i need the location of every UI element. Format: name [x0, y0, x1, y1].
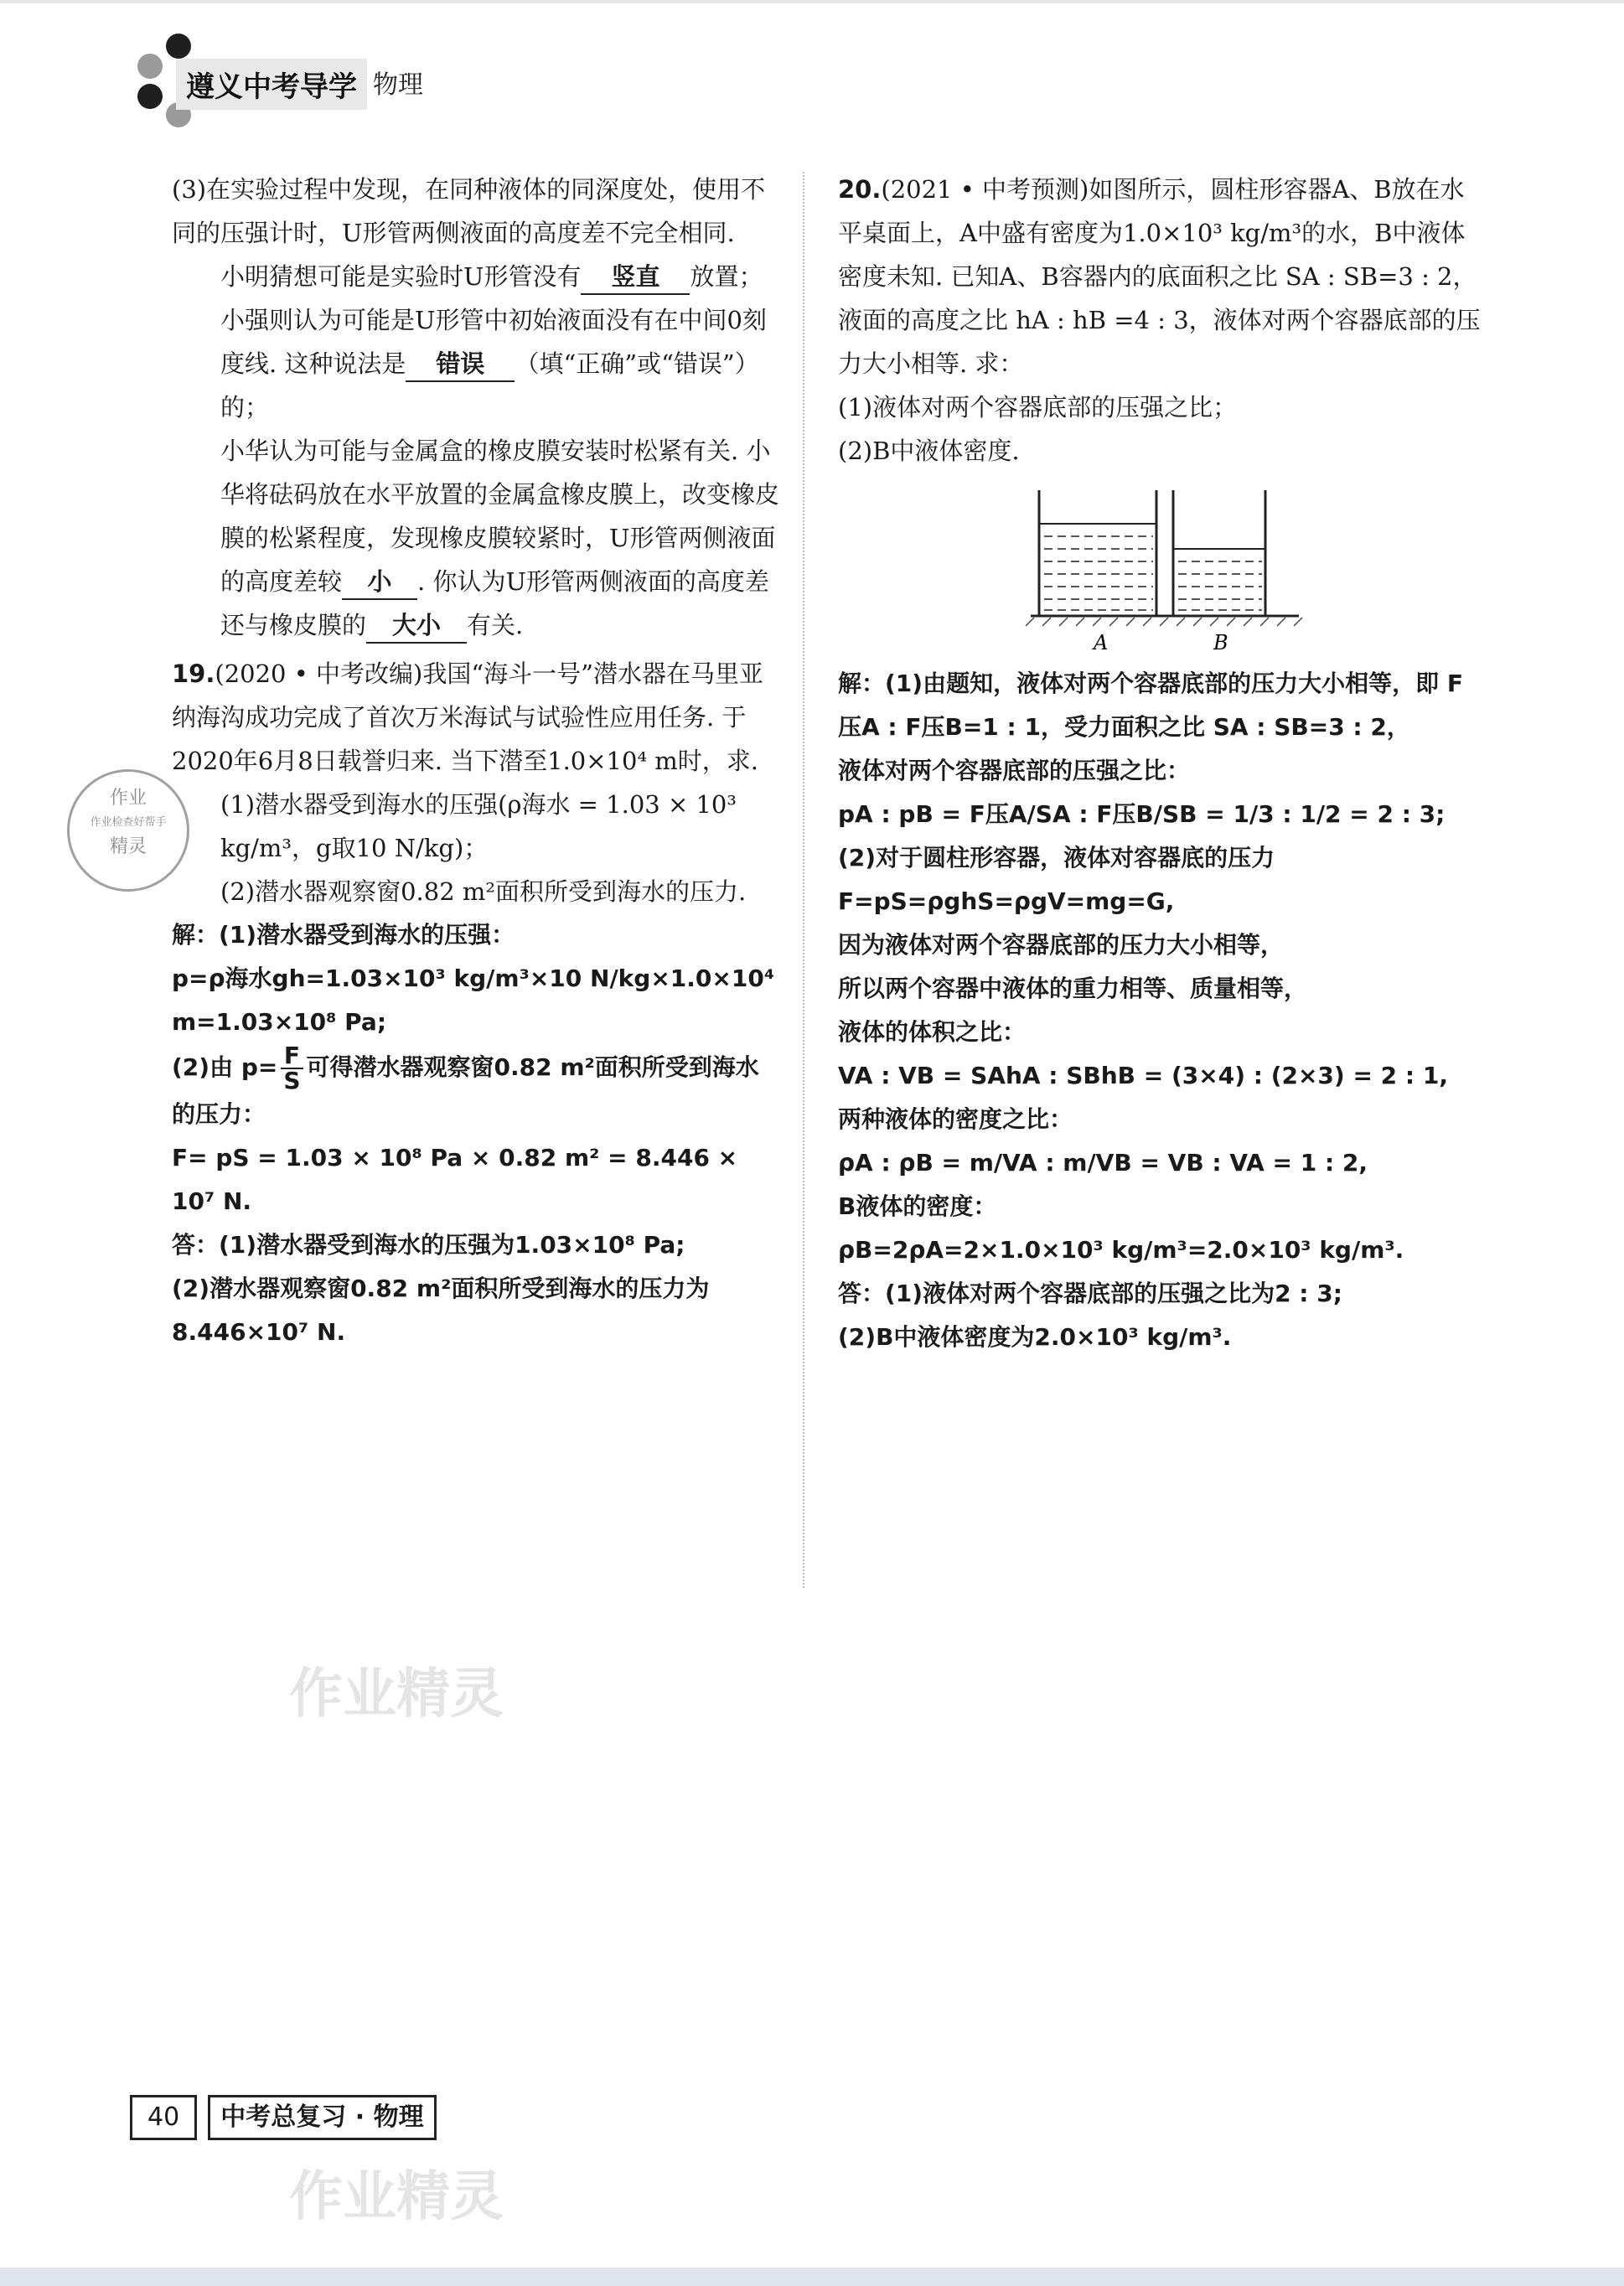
q20-solution-line: (2)对于圆柱形容器，液体对容器底的压力 [838, 844, 1275, 871]
answer-blank: 小 [342, 565, 417, 600]
answer-blank: 大小 [366, 608, 467, 644]
page-header [126, 34, 628, 126]
fraction: $\frac{F}{S}$ [281, 1044, 303, 1093]
q20-solution-line: ρA : ρB = m/VA : m/VB = VB : VA = 1 : 2, [838, 1149, 1368, 1177]
q19-sub2: (2)潜水器观察窗0.82 m²面积所受到海水的压力. [220, 877, 747, 906]
q19-answer-line: (2)潜水器观察窗0.82 m²面积所受到海水的压力为8.446×10⁷ N. [172, 1275, 710, 1346]
book-title: 中考总复习 · 物理 [208, 2095, 436, 2140]
q20-solution-line: 所以两个容器中液体的重力相等、质量相等， [838, 975, 1308, 1002]
watermark: 作业精灵 [289, 2166, 504, 2228]
q20-solution-line: 液体对两个容器底部的压强之比： [838, 757, 1191, 784]
q20-solution-line: 液体的体积之比： [838, 1018, 1027, 1046]
q20-solution-line: pA : pB = F压A/SA : F压B/SB = 1/3 : 1/2 = 2 : 3; [838, 800, 1446, 828]
q18-xiaoming: 小明猜想可能是实验时U形管没有 竖直 放置； [172, 255, 779, 298]
q20-sub2: (2)B中液体密度. [838, 437, 1020, 465]
label-b: B [1213, 631, 1228, 654]
q20-solution-line: VA : VB = SAhA : SBhB = (3×4) : (2×3) = 2 : 1, [838, 1062, 1448, 1089]
container-b [1173, 490, 1265, 616]
q20-solution-line: B液体的密度： [838, 1192, 997, 1220]
q20-answer-line: 答：(1)液体对两个容器底部的压强之比为2 : 3; [838, 1280, 1342, 1307]
q19-solution-line: (2)由 p= $\frac{F}{S}$ 可得潜水器观察窗0.82 m²面积所受到海水的压力： [172, 1042, 759, 1128]
q19-solution-line: 解：(1)潜水器受到海水的压强： [172, 921, 515, 949]
bottom-edge [0, 2268, 1624, 2286]
label-a: A [1094, 631, 1109, 654]
container-a [1039, 490, 1156, 616]
left-column [172, 168, 779, 1354]
q20-solution-line: 因为液体对两个容器底部的压力大小相等， [838, 931, 1285, 959]
hexagon-icon [166, 34, 191, 59]
top-edge [0, 0, 1624, 3]
q18-xiaohua: 小华认为可能与金属盒的橡皮膜安装时松紧有关. 小华将砝码放在水平放置的金属盒橡皮膜上，改变橡皮膜的松紧程度，发现橡皮膜较紧时，U形管两侧液面的高度差较 小 . 你认为U形管两侧液面的高度差还与橡皮膜的 大小 有关. [172, 429, 779, 647]
answer-blank: 错误 [406, 347, 515, 382]
hexagon-icon [137, 84, 163, 109]
q19-solution-line: F= pS = 1.03 × 10⁸ Pa × 0.82 m² = 8.446 × 10⁷ N. [172, 1144, 738, 1215]
q18-part3-text: (3)在实验过程中发现，在同种液体的同深度处，使用不同的压强计时，U形管两侧液面的高度差不完全相同. [172, 175, 766, 247]
homework-stamp: 作业 作业检查好帮手 精灵 [67, 769, 189, 892]
q18-xiaoqiang: 小强则认为可能是U形管中初始液面没有在中间0刻度线. 这种说法是 错误 （填“正确”或“错误”）的； [220, 306, 767, 422]
q20-sub1: (1)液体对两个容器底部的压强之比； [838, 393, 1238, 422]
page-number: 40 [130, 2095, 197, 2140]
q20-answer-line: (2)B中液体密度为2.0×10³ kg/m³. [838, 1323, 1232, 1351]
hexagon-icon [137, 54, 163, 79]
containers-diagram [1014, 486, 1316, 654]
page-footer [130, 2095, 437, 2145]
q19-answer-line: 答：(1)潜水器受到海水的压强为1.03×10⁸ Pa; [172, 1231, 685, 1259]
watermark: 作业精灵 [289, 1663, 504, 1725]
q20-solution-line: F=pS=ρghS=ρgV=mg=G, [838, 887, 1175, 915]
q19-sub1: (1)潜水器受到海水的压强(ρ海水 = 1.03 × 10³ kg/m³，g取10 N/kg)； [220, 790, 737, 862]
q20-stem: 20.(2021 • 中考预测)如图所示，圆柱形容器A、B放在水平桌面上，A中盛有密度为1.0×10³ kg/m³的水，B中液体密度未知. 已知A、B容器内的底面积之比 SA : SB=3 : 2，液面的高度之比 hA : hB =4 : 3，液体对两个容器底部的压力大小相等. 求： [838, 175, 1481, 378]
q20-solution-line: 解：(1)由题知，液体对两个容器底部的压力大小相等，即 F压A : F压B=1 : 1，受力面积之比 SA : SB=3 : 2， [838, 670, 1463, 741]
header-title: 遵义中考导学 [176, 59, 367, 110]
containers-figure [1014, 486, 1316, 654]
q19-solution-line: p=ρ海水gh=1.03×10³ kg/m³×10 N/kg×1.0×10⁴ m=1.03×10⁸ Pa; [172, 965, 775, 1036]
q20-solution-line: ρB=2ρA=2×1.0×10³ kg/m³=2.0×10³ kg/m³. [838, 1236, 1404, 1264]
right-column [838, 168, 1483, 1359]
q19-stem: 19.(2020 • 中考改编)我国“海斗一号”潜水器在马里亚纳海沟成功完成了首次万米海试与试验性应用任务. 于2020年6月8日载誉归来. 当下潜至1.0×10⁴ m时，求. [172, 659, 763, 775]
column-divider [803, 172, 804, 1588]
q20-solution-line: 两种液体的密度之比： [838, 1105, 1073, 1133]
header-subject: 物理 [373, 70, 423, 100]
answer-blank: 竖直 [581, 260, 690, 295]
